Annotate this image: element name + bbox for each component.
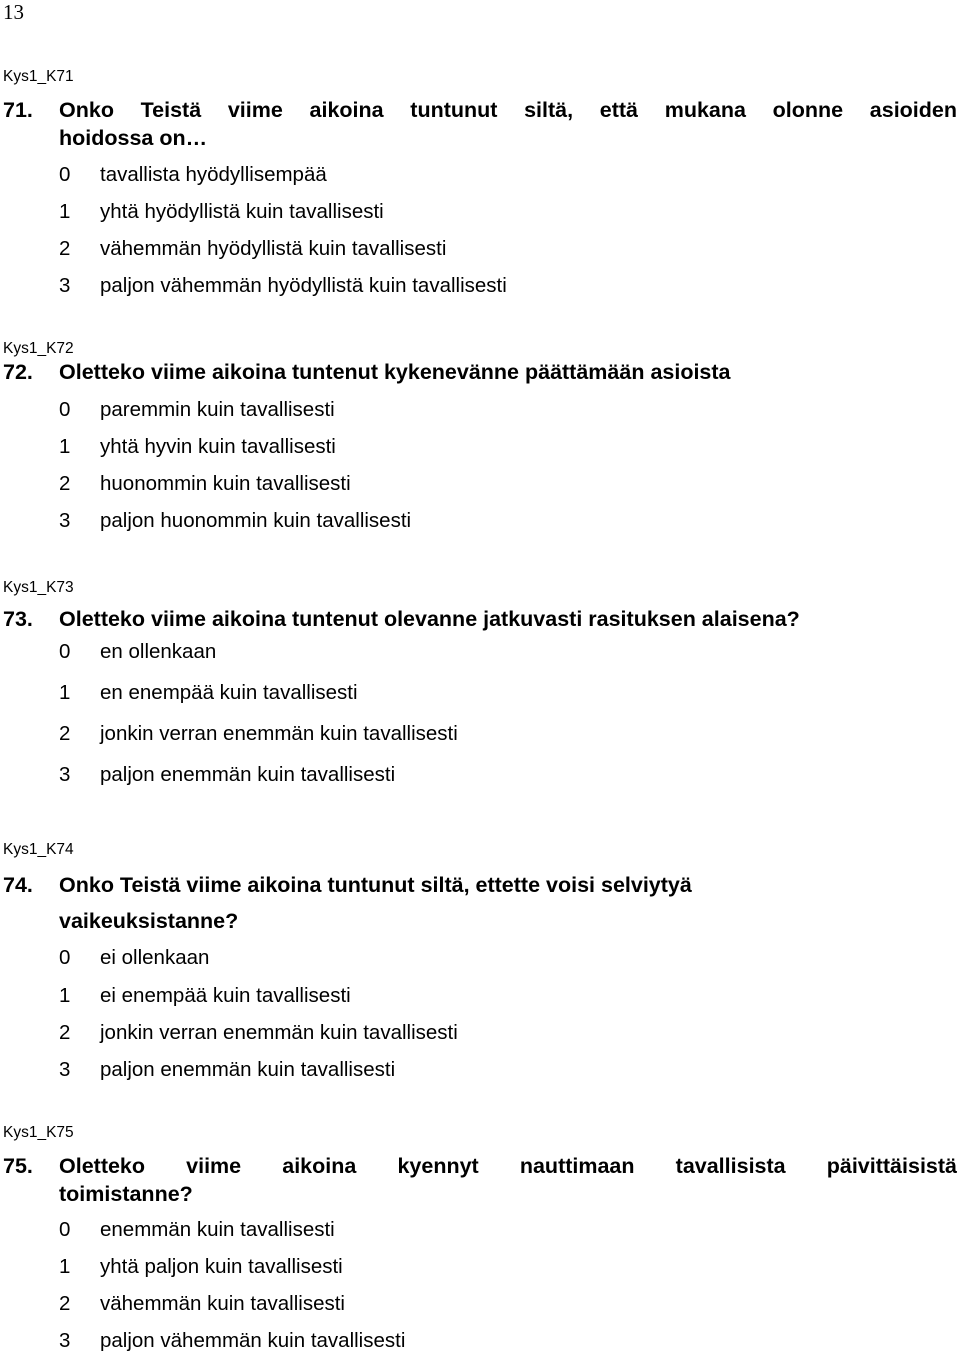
option-value: 1 xyxy=(59,1255,71,1278)
question-text: Onko Teistä viime aikoina tuntunut siltä, ettette voisi selviytyä xyxy=(59,873,692,897)
option-label: jonkin verran enemmän kuin tavallisesti xyxy=(100,722,458,745)
question-text-continued: toimistanne? xyxy=(59,1182,193,1206)
option-label: paremmin kuin tavallisesti xyxy=(100,398,335,421)
question-code: Kys1_K73 xyxy=(3,579,74,596)
option-value: 1 xyxy=(59,984,71,1007)
option-value: 0 xyxy=(59,946,71,969)
option-label: paljon enemmän kuin tavallisesti xyxy=(100,763,396,786)
option-label: vähemmän hyödyllistä kuin tavallisesti xyxy=(100,237,447,260)
option-label: en enempää kuin tavallisesti xyxy=(100,681,358,704)
option-label: ei enempää kuin tavallisesti xyxy=(100,984,351,1007)
page-number: 13 xyxy=(3,0,24,24)
question-number: 73. xyxy=(3,607,33,631)
question-text: Oletteko viime aikoina kyennyt nauttimaan tavallisista päivittäisistä xyxy=(59,1154,957,1178)
option-label: vähemmän kuin tavallisesti xyxy=(100,1292,345,1315)
option-label: paljon enemmän kuin tavallisesti xyxy=(100,1058,396,1081)
option-label: paljon vähemmän hyödyllistä kuin tavallisesti xyxy=(100,274,507,297)
option-label: paljon vähemmän kuin tavallisesti xyxy=(100,1329,406,1352)
question-text: Oletteko viime aikoina tuntenut kykenevänne päättämään asioista xyxy=(59,360,731,384)
question-text: Onko Teistä viime aikoina tuntunut siltä, että mukana olonne asioiden xyxy=(59,98,957,122)
option-value: 3 xyxy=(59,763,71,786)
question-text: Oletteko viime aikoina tuntenut olevanne jatkuvasti rasituksen alaisena? xyxy=(59,607,800,631)
option-value: 2 xyxy=(59,472,71,495)
option-value: 1 xyxy=(59,200,71,223)
option-label: yhtä hyvin kuin tavallisesti xyxy=(100,435,336,458)
option-value: 3 xyxy=(59,1058,71,1081)
question-text-continued: vaikeuksistanne? xyxy=(59,909,239,933)
question-code: Kys1_K72 xyxy=(3,340,74,357)
option-value: 2 xyxy=(59,722,71,745)
option-label: paljon huonommin kuin tavallisesti xyxy=(100,509,412,532)
option-label: ei ollenkaan xyxy=(100,946,210,969)
option-value: 1 xyxy=(59,681,71,704)
option-label: tavallista hyödyllisempää xyxy=(100,163,327,186)
option-value: 1 xyxy=(59,435,71,458)
option-label: huonommin kuin tavallisesti xyxy=(100,472,351,495)
option-label: enemmän kuin tavallisesti xyxy=(100,1218,335,1241)
option-value: 2 xyxy=(59,237,71,260)
question-number: 71. xyxy=(3,98,33,122)
option-value: 3 xyxy=(59,509,71,532)
option-value: 0 xyxy=(59,163,71,186)
option-value: 2 xyxy=(59,1292,71,1315)
option-label: jonkin verran enemmän kuin tavallisesti xyxy=(100,1021,458,1044)
option-label: yhtä hyödyllistä kuin tavallisesti xyxy=(100,200,384,223)
question-number: 75. xyxy=(3,1154,33,1178)
question-code: Kys1_K71 xyxy=(3,68,74,85)
question-code: Kys1_K75 xyxy=(3,1124,74,1141)
option-value: 2 xyxy=(59,1021,71,1044)
option-label: yhtä paljon kuin tavallisesti xyxy=(100,1255,343,1278)
option-label: en ollenkaan xyxy=(100,640,217,663)
question-text-continued: hoidossa on… xyxy=(59,126,208,150)
option-value: 0 xyxy=(59,398,71,421)
option-value: 0 xyxy=(59,640,71,663)
question-number: 72. xyxy=(3,360,33,384)
option-value: 0 xyxy=(59,1218,71,1241)
question-number: 74. xyxy=(3,873,33,897)
question-code: Kys1_K74 xyxy=(3,841,74,858)
option-value: 3 xyxy=(59,1329,71,1352)
option-value: 3 xyxy=(59,274,71,297)
